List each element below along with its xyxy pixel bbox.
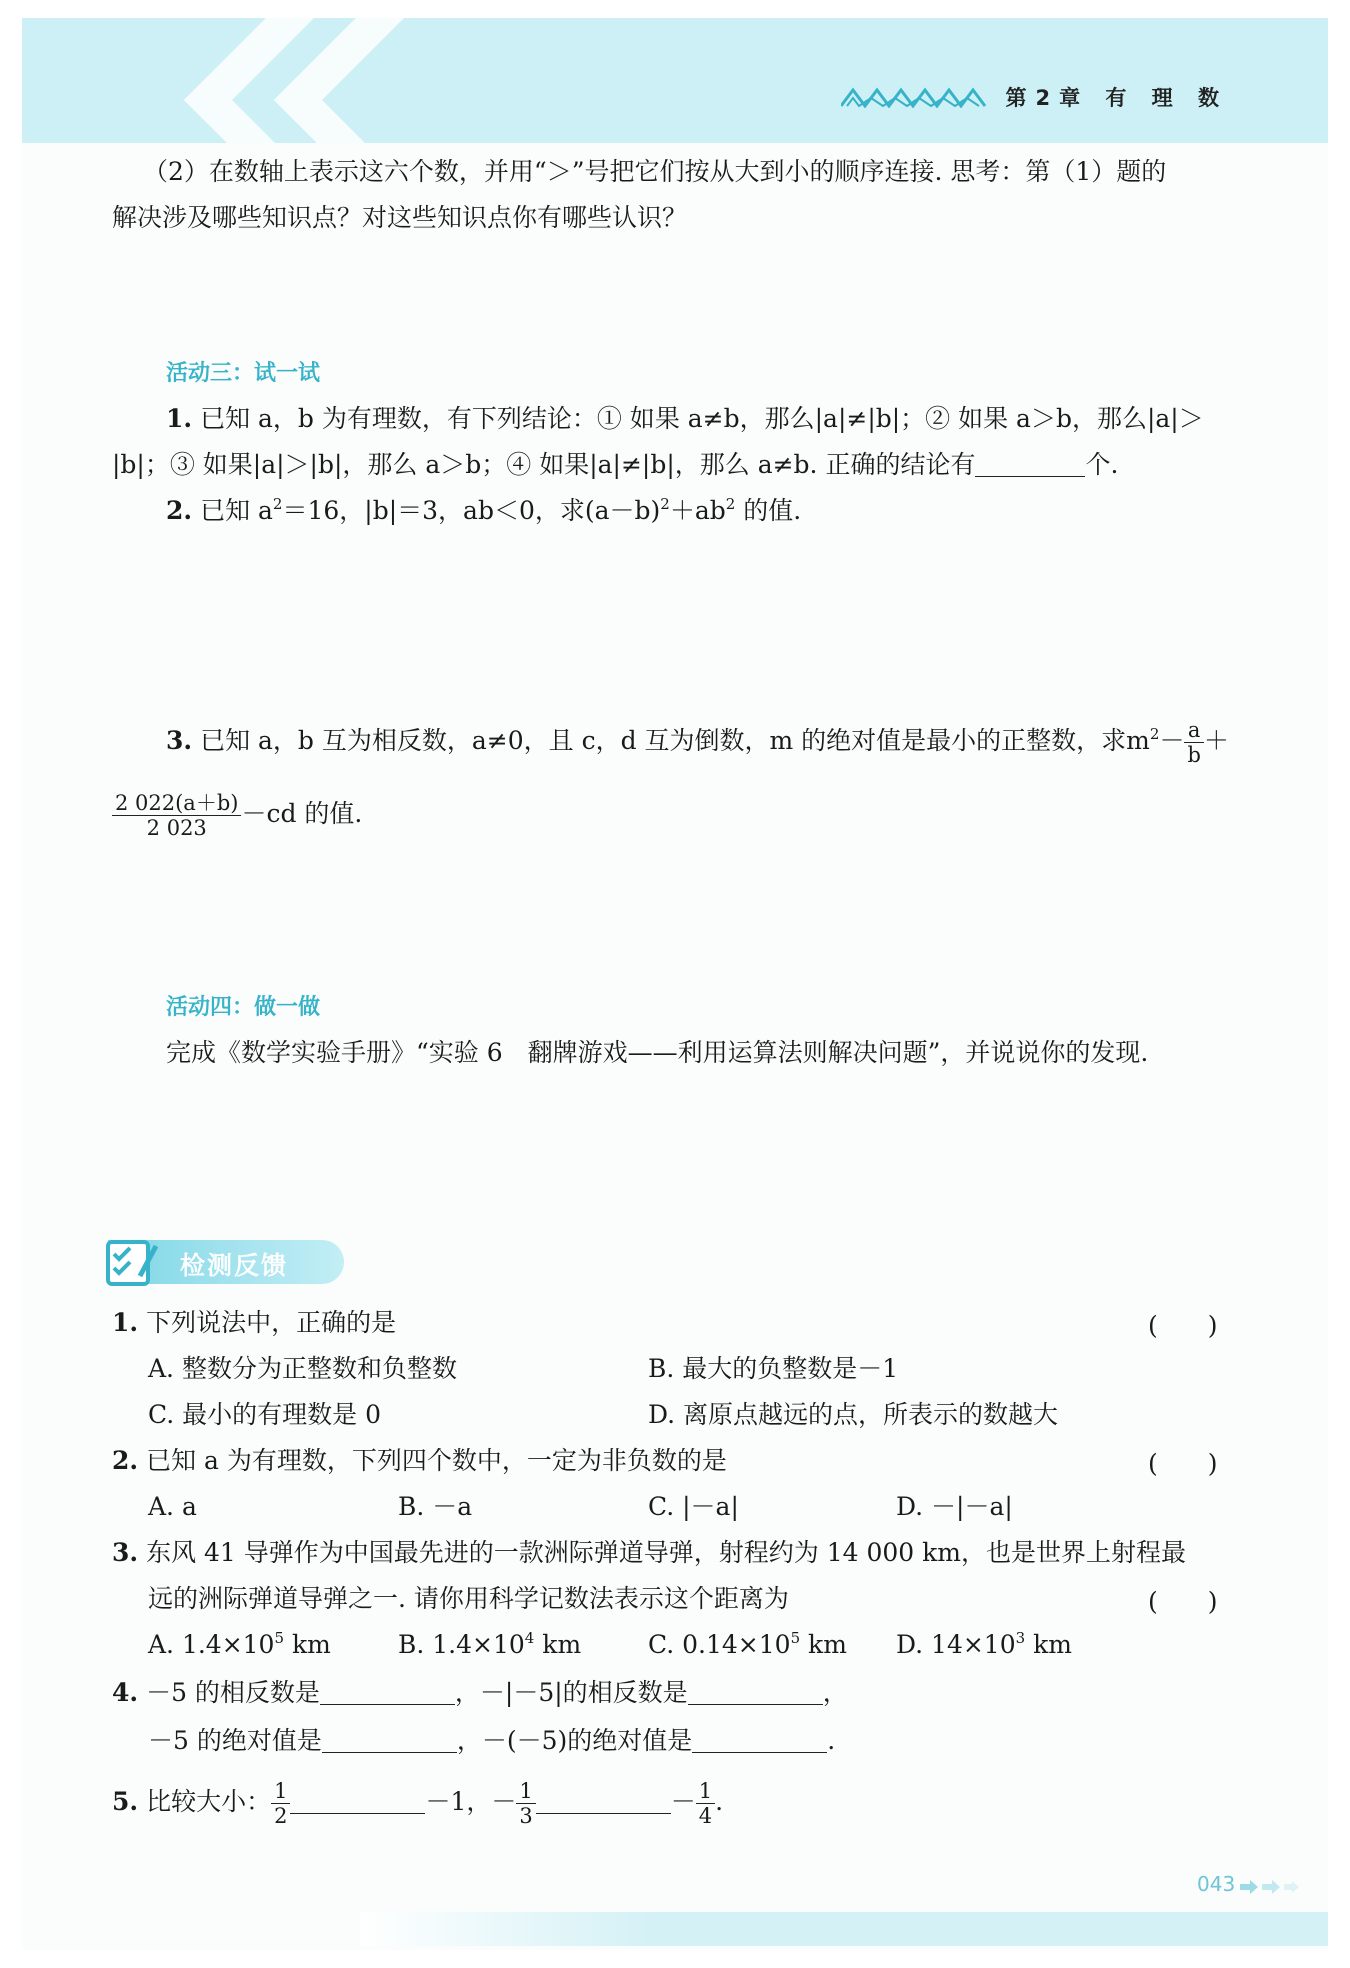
question-text: 个. xyxy=(1085,450,1119,479)
option-text: A. 1.4×10 xyxy=(148,1630,275,1659)
answer-blank[interactable] xyxy=(322,1728,457,1753)
answer-parentheses[interactable]: ( ) xyxy=(1148,1311,1218,1340)
operator: ＋ xyxy=(1203,726,1229,755)
question-text: 已知 a，b 为有理数，有下列结论：① 如果 a≠b，那么|a|≠|b|；② 如果 a＞b，那么|a|＞ xyxy=(200,404,1204,433)
checklist-icon xyxy=(104,1236,160,1288)
fb-question-4-line-2 xyxy=(148,1724,835,1758)
answer-blank[interactable] xyxy=(692,1728,827,1753)
fb-q1-option-c[interactable]: C. 最小的有理数是 0 xyxy=(148,1400,381,1429)
chapter-heading xyxy=(841,82,1228,112)
answer-blank[interactable] xyxy=(688,1680,823,1705)
question-text: ，－|－5|的相反数是 xyxy=(454,1678,688,1707)
fb-question-5 xyxy=(112,1772,723,1832)
activity-4-text: 完成《数学实验手册》“实验 6 翻牌游戏——利用运算法则解决问题”，并说说你的发现. xyxy=(166,1038,1149,1067)
question-text: 下列说法中，正确的是 xyxy=(146,1308,397,1337)
fraction-a-over-b xyxy=(1184,718,1203,767)
question-text: . xyxy=(715,1787,724,1816)
fraction-denominator: 2 xyxy=(274,1804,288,1828)
fb-q2-option-b[interactable]: B. －a xyxy=(398,1492,473,1521)
fb-q3-option-d[interactable] xyxy=(896,1628,1072,1662)
exponent: 2 xyxy=(272,495,283,513)
fb-q1-option-a[interactable]: A. 整数分为正整数和负整数 xyxy=(148,1354,457,1383)
activity-3-title: 活动三：试一试 xyxy=(166,361,321,386)
exponent: 4 xyxy=(524,1629,535,1647)
fb-question-3-line-1 xyxy=(112,1536,1186,1570)
a3-question-1-line-2 xyxy=(112,448,1118,482)
fb-q2-option-c[interactable]: C. |－a| xyxy=(648,1492,739,1521)
feedback-section-badge xyxy=(108,1240,344,1284)
question-text: －1，－ xyxy=(425,1787,517,1816)
question-text: . xyxy=(827,1726,836,1755)
question-number: 2. xyxy=(166,496,193,525)
option-unit: km xyxy=(800,1630,847,1659)
mountain-decoration-icon xyxy=(841,86,991,108)
fraction-one-half xyxy=(271,1779,290,1828)
question-text: 东风 41 导弹作为中国最先进的一款洲际弹道导弹，射程约为 14 000 km，也是世界上射程最 xyxy=(146,1538,1186,1567)
option-unit: km xyxy=(1025,1630,1072,1659)
answer-parentheses[interactable]: ( ) xyxy=(1148,1587,1218,1616)
exponent: 2 xyxy=(1149,725,1160,743)
fraction-denominator: 4 xyxy=(698,1804,713,1828)
answer-blank[interactable] xyxy=(536,1789,671,1814)
fraction-2022-over-2023 xyxy=(112,791,241,840)
fb-q2-option-a[interactable]: A. a xyxy=(148,1492,197,1521)
answer-blank[interactable] xyxy=(320,1680,455,1705)
option-unit: km xyxy=(534,1630,582,1659)
intro-line-1: （2）在数轴上表示这六个数，并用“＞”号把它们按从大到小的顺序连接. 思考：第（1）题的 xyxy=(143,157,1167,186)
fraction-numerator: 2 022(a＋b) xyxy=(112,791,241,816)
question-text: －5 的相反数是 xyxy=(146,1678,320,1707)
question-text: 已知 a xyxy=(200,496,273,525)
fb-question-4-line-1 xyxy=(112,1676,848,1710)
activity-4-title: 活动四：做一做 xyxy=(166,995,321,1020)
fraction-numerator: a xyxy=(1184,718,1203,743)
option-text: D. 14×10 xyxy=(896,1630,1016,1659)
answer-blank[interactable] xyxy=(290,1789,425,1814)
option-unit: km xyxy=(284,1630,331,1659)
operator: － xyxy=(670,1787,696,1816)
question-number: 3. xyxy=(112,1538,139,1567)
question-number: 2. xyxy=(112,1446,139,1475)
exponent: 2 xyxy=(725,495,736,513)
question-text: －5 的绝对值是 xyxy=(148,1726,322,1755)
exponent: 2 xyxy=(660,495,670,513)
fb-q1-option-b[interactable]: B. 最大的负整数是－1 xyxy=(648,1354,899,1383)
fraction-denominator: 3 xyxy=(519,1804,533,1828)
question-number: 5. xyxy=(112,1787,139,1816)
question-number: 3. xyxy=(166,726,193,755)
chapter-header-band xyxy=(22,18,1328,143)
fb-q2-option-d[interactable]: D. －|－a| xyxy=(896,1492,1013,1521)
question-number: 1. xyxy=(166,404,193,433)
fraction-one-third xyxy=(516,1779,535,1828)
exponent: 5 xyxy=(790,1629,801,1647)
footer-band xyxy=(360,1912,1328,1946)
answer-blank[interactable] xyxy=(975,452,1085,477)
answer-parentheses[interactable]: ( ) xyxy=(1148,1449,1218,1478)
fraction-denominator: b xyxy=(1187,743,1201,767)
a3-question-3-line-2 xyxy=(112,786,362,842)
option-text: B. 1.4×10 xyxy=(398,1630,525,1659)
fraction-numerator: 1 xyxy=(271,1779,290,1804)
question-text: ＋ab xyxy=(669,496,726,525)
intro-line-2: 解决涉及哪些知识点？对这些知识点你有哪些认识？ xyxy=(112,203,688,232)
fb-q3-option-c[interactable] xyxy=(648,1628,847,1662)
fb-question-3-line-2: 远的洲际弹道导弹之一. 请你用科学记数法表示这个距离为 xyxy=(148,1584,789,1613)
operator: － xyxy=(1159,726,1185,755)
fb-question-2-stem xyxy=(112,1444,727,1478)
fb-q1-option-d[interactable]: D. 离原点越远的点，所表示的数越大 xyxy=(648,1400,1059,1429)
fb-q3-option-b[interactable] xyxy=(398,1628,581,1662)
fraction-denominator: 2 023 xyxy=(146,816,207,840)
fraction-one-quarter xyxy=(696,1779,715,1828)
question-number: 1. xyxy=(112,1308,139,1337)
a3-question-2 xyxy=(166,494,801,528)
question-text: |b|；③ 如果|a|＞|b|，那么 a＞b；④ 如果|a|≠|b|，那么 a≠b. 正确的结论有 xyxy=(112,450,976,479)
arrow-right-icon xyxy=(1240,1880,1300,1894)
question-text: 的值. xyxy=(735,496,802,525)
fb-q3-option-a[interactable] xyxy=(148,1628,331,1662)
question-text: 比较大小： xyxy=(146,1787,272,1816)
fraction-numerator: 1 xyxy=(516,1779,535,1804)
exponent: 3 xyxy=(1015,1629,1026,1647)
question-text: ，－(－5)的绝对值是 xyxy=(456,1726,693,1755)
feedback-badge-label: 检测反馈 xyxy=(180,1251,289,1280)
a3-question-3-line-1 xyxy=(166,716,1229,767)
question-number: 4. xyxy=(112,1678,139,1707)
question-text: ， xyxy=(822,1678,848,1707)
question-text: 已知 a，b 互为相反数，a≠0，且 c，d 互为倒数，m 的绝对值是最小的正整数，求m xyxy=(200,726,1150,755)
page-number: 043 xyxy=(1197,1872,1236,1896)
option-text: C. 0.14×10 xyxy=(648,1630,791,1659)
exponent: 5 xyxy=(274,1629,285,1647)
fraction-numerator: 1 xyxy=(696,1779,715,1804)
chapter-title: 第2章 有 理 数 xyxy=(1005,86,1228,110)
question-text: ＝16，|b|＝3，ab＜0，求(a－b) xyxy=(282,496,661,525)
question-text: 已知 a 为有理数，下列四个数中，一定为非负数的是 xyxy=(146,1446,727,1475)
a3-question-1-line-1 xyxy=(166,402,1204,436)
fb-question-1-stem xyxy=(112,1306,396,1340)
question-text: －cd 的值. xyxy=(241,799,363,828)
